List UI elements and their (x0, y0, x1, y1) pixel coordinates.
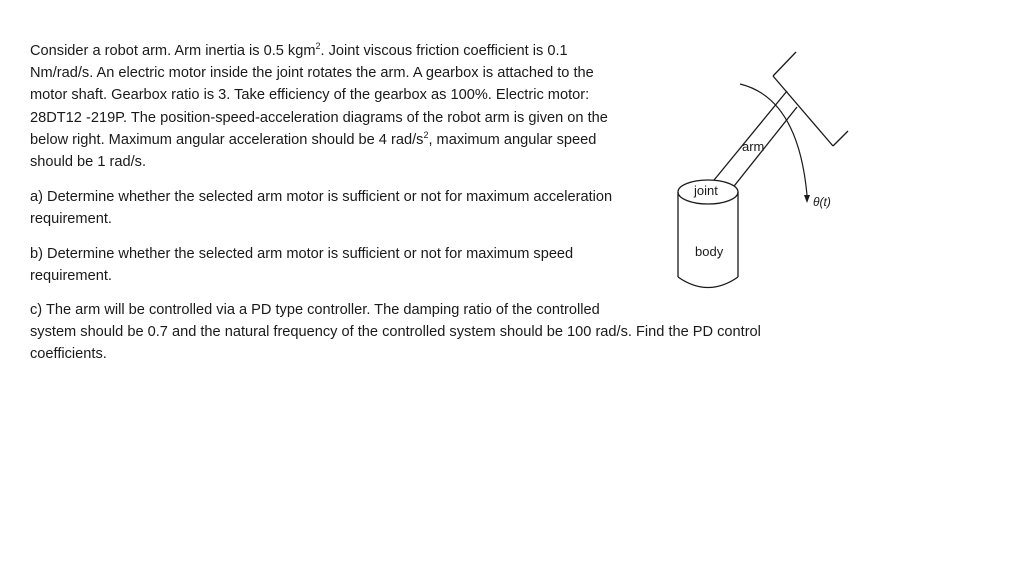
robot-arm-diagram (670, 40, 870, 300)
intro-line-6: should be 1 rad/s. (30, 154, 147, 171)
end-effector-top-arm (773, 52, 796, 76)
body-bottom-curve (678, 277, 738, 288)
end-effector-crossbar (773, 76, 833, 146)
intro-line-5: below right. Maximum angular acceleration should be 4 rad/$s^2$, maximum angular speed (30, 129, 597, 148)
question-c: c) The arm will be controlled via a PD type controller. The damping ratio of the controlled system should be 0.7 and the natural frequency of the controlled system should be 100 rad/s. Find the PD control coefficients. (30, 302, 761, 363)
end-effector-bottom-arm (833, 131, 848, 146)
intro-line-3: motor shaft. Gearbox ratio is 3. Take efficiency of the gearbox as 100%. Electric motor: (30, 87, 590, 104)
question-a: a) Determine whether the selected arm motor is sufficient or not for maximum acceleration requirement. (30, 189, 613, 228)
question-b: b) Determine whether the selected arm motor is sufficient or not for maximum speed requirement. (30, 246, 574, 285)
angle-label: θ(t) (813, 195, 831, 209)
intro-line-4: 28DT12 -219P. The position-speed-acceleration diagrams of the robot arm is given on the (30, 109, 608, 126)
intro-line-2: Nm/rad/s. An electric motor inside the joint rotates the arm. A gearbox is attached to the (30, 65, 594, 82)
problem-statement (30, 40, 670, 173)
intro-line-1: Consider a robot arm. Arm inertia is 0.5 kgm$^2$. Joint viscous friction coefficient is 0.1 (30, 41, 568, 59)
arm-label: arm (742, 139, 765, 154)
rotation-arrowhead (804, 195, 810, 203)
body-label: body (695, 244, 724, 259)
joint-label: joint (694, 183, 718, 198)
